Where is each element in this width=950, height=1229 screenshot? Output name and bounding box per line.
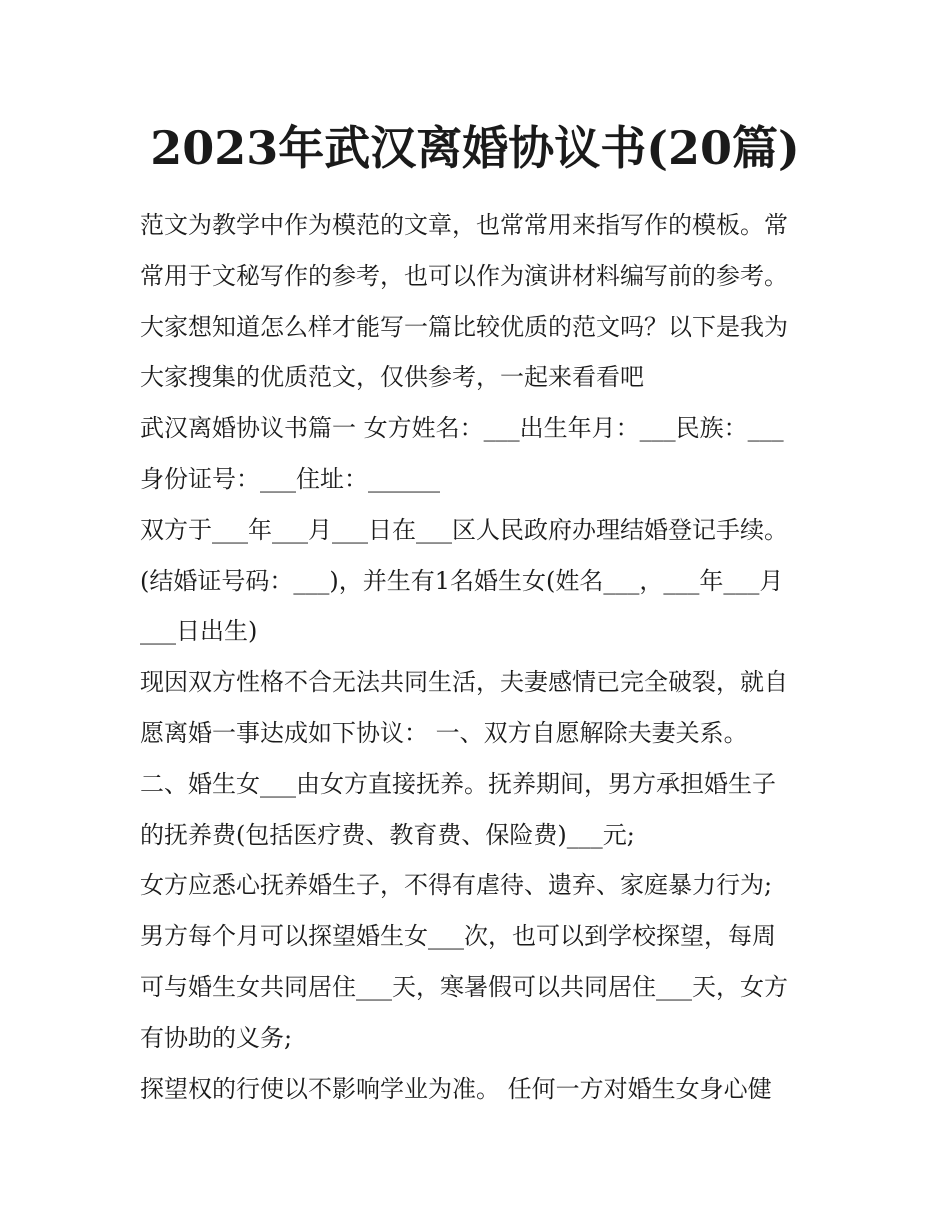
body-line: 愿离婚一事达成如下协议： 一、双方自愿解除夫妻关系。 [140, 718, 748, 747]
body-line: 二、婚生女___由女方直接抚养。抚养期间，男方承担婚生子 [140, 769, 776, 798]
body-line: 双方于___年___月___日在___区人民政府办理结婚登记手续。 [140, 515, 788, 544]
body-line: 范文为教学中作为模范的文章，也常常用来指写作的模板。常 [140, 211, 788, 239]
body-line: 现因双方性格不合无法共同生活，夫妻感情已完全破裂，就自 [140, 668, 788, 697]
body-line: 的抚养费(包括医疗费、教育费、保险费)___元; [140, 820, 635, 849]
body-line: 武汉离婚协议书篇一 女方姓名：___出生年月：___民族：___ [140, 414, 784, 443]
body-line: 身份证号：___住址：______ [140, 464, 440, 493]
body-line: (结婚证号码：___)，并生有1名婚生女(姓名___，___年___月 [140, 566, 784, 595]
body-line: 男方每个月可以探望婚生女___次，也可以到学校探望，每周 [140, 922, 776, 951]
body-line: 探望权的行使以不影响学业为准。 任何一方对婚生女身心健 [140, 1074, 772, 1103]
body-line: 有协助的义务; [140, 1023, 293, 1052]
body-line: ___日出生) [140, 617, 258, 646]
body-line: 大家想知道怎么样才能写一篇比较优质的范文吗？以下是我为 [140, 312, 788, 341]
body-line: 大家搜集的优质范文，仅供参考，一起来看看吧 [140, 363, 644, 392]
document-body [140, 200, 820, 1114]
body-line: 女方应悉心抚养婚生子，不得有虐待、遗弃、家庭暴力行为; [140, 871, 773, 900]
body-line: 可与婚生女共同居住___天，寒暑假可以共同居住___天，女方 [140, 972, 788, 1001]
body-line: 常用于文秘写作的参考，也可以作为演讲材料编写前的参考。 [140, 261, 788, 290]
document-title: 2023年武汉离婚协议书(20篇) [150, 121, 800, 175]
